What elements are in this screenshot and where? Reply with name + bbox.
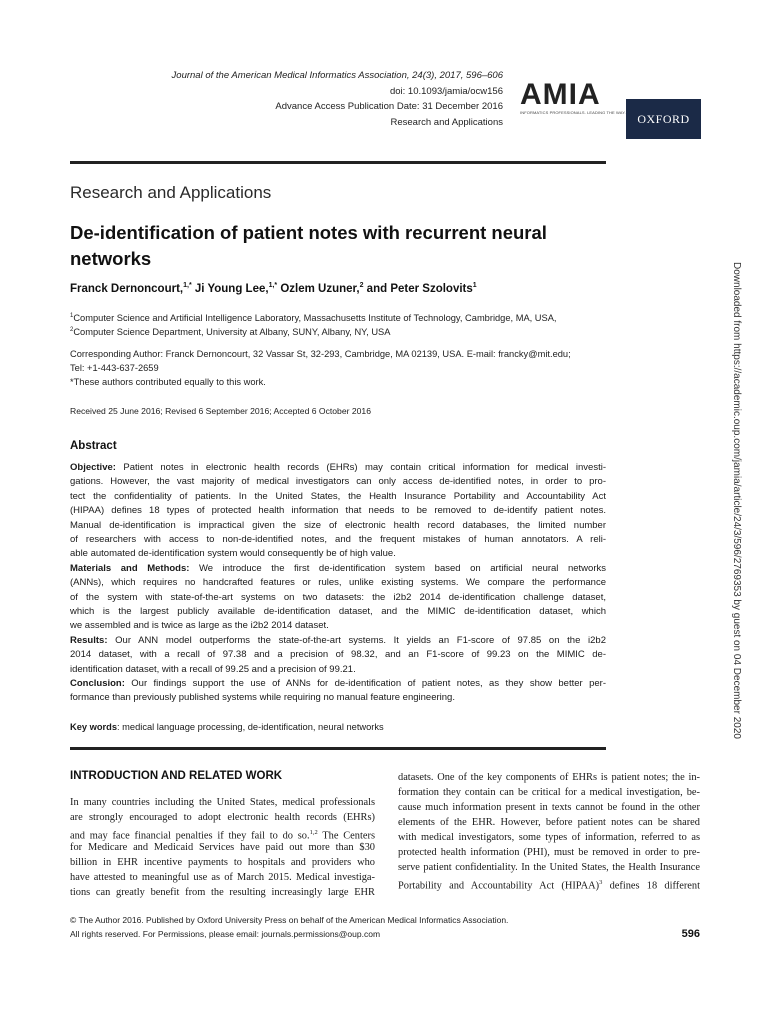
- abstract-line: [70, 461, 606, 475]
- abstract-text: able automated de-identification system would consequently be of high value.: [70, 548, 396, 560]
- abstract-line: [70, 619, 606, 633]
- abstract-text: (HIPAA) defines 18 types of protected health information that needs to be removed to de-identify patient notes.: [70, 505, 606, 517]
- article-dates: Received 25 June 2016; Revised 6 September 2016; Accepted 6 October 2016: [70, 406, 371, 416]
- affiliation-1: [70, 310, 557, 325]
- abstract-line: [70, 490, 606, 504]
- oxford-logo-text: OXFORD: [637, 111, 690, 126]
- abstract-text: (ANNs), which requires no handcrafted features or rules, unlike existing systems. We compare the performance: [70, 577, 606, 589]
- author-name[interactable]: Ji Young Lee,: [191, 282, 269, 295]
- body-text: defines 18 different: [602, 880, 700, 892]
- copyright-line: © The Author 2016. Published by Oxford University Press on behalf of the American Medical Informatics Association.: [70, 915, 509, 925]
- abstract-section-label: Conclusion:: [70, 678, 125, 689]
- abstract-section-label: Objective:: [70, 462, 116, 473]
- author-name[interactable]: and Peter Szolovits: [363, 282, 473, 295]
- body-text-line: In many countries including the United States, medical professionals: [70, 797, 375, 808]
- citation-sup[interactable]: 1,2: [309, 829, 318, 836]
- affiliation-sup: 2: [70, 327, 74, 333]
- affiliation-text: Computer Science Department, University at Albany, SUNY, Albany, NY, USA: [73, 327, 391, 338]
- amia-logo: [520, 78, 626, 115]
- body-text: Portability and Accountability Act (HIPAA): [398, 880, 600, 892]
- affiliation-2: [70, 324, 390, 339]
- correspondence-line: Corresponding Author: Franck Dernoncourt, 32 Vassar St, 32-293, Cambridge, MA 02139, USA. E-mail: francky@mit.edu;: [70, 349, 571, 359]
- author-list: [70, 282, 477, 295]
- permissions-line: All rights reserved. For Permissions, please email: journals.permissions@oup.com: [70, 929, 381, 939]
- abstract-text: formance than previously published systems while requiring no manual feature engineering.: [70, 692, 455, 704]
- abstract-divider: [70, 747, 606, 750]
- correspondence-tel: Tel: +1-443-637-2659: [70, 363, 159, 373]
- body-text: The Centers: [317, 830, 375, 842]
- abstract-text: we assembled and is twice as large as the i2b2 2014 dataset.: [70, 620, 329, 632]
- abstract-text: gations. However, the vast majority of medical investigators can only access de-identified notes, in order to pro-: [70, 476, 606, 488]
- body-text-line: for Medicare and Medicaid Services have paid out more than $30: [70, 842, 375, 853]
- abstract-line: [70, 605, 606, 619]
- abstract-text: identification dataset, with a recall of 99.25 and a precision of 99.21.: [70, 663, 356, 675]
- amia-tagline: INFORMATICS PROFESSIONALS. LEADING THE WAY.: [520, 110, 626, 115]
- article-title: De-identification of patient notes with recurrent neural networks: [70, 222, 547, 269]
- abstract-text: Our ANN model outperforms the state-of-the-art systems. It yields an F1-score of 97.85 on the i2b2: [107, 634, 606, 646]
- abstract-line: [70, 677, 606, 691]
- body-text-line: have attested to meaningful use as of March 2015. Medical investiga-: [70, 872, 375, 883]
- journal-citation: Journal of the American Medical Informatics Association, 24(3), 2017, 596–606: [171, 70, 503, 81]
- abstract-section-label: Materials and Methods:: [70, 562, 190, 574]
- keywords-text: : medical language processing, de-identification, neural networks: [117, 722, 384, 732]
- affiliation-text: Computer Science and Artificial Intelligence Laboratory, Massachusetts Institute of Technology, Cambridge, MA, USA,: [73, 313, 557, 324]
- download-notice[interactable]: Downloaded from https://academic.oup.com/jamia/article/24/3/596/2769353 by guest on 04 December 2020: [731, 262, 742, 739]
- body-text-line: with medical investigators, some types of information, referred to as: [398, 832, 700, 843]
- body-text-line: billion in EHR incentive payments to hospitals and providers who: [70, 857, 375, 868]
- doi[interactable]: doi: 10.1093/jamia/ocw156: [389, 86, 503, 97]
- abstract-line: [70, 504, 606, 518]
- author-name[interactable]: Ozlem Uzuner,: [277, 282, 360, 295]
- body-text-line: [398, 875, 700, 893]
- abstract-text: tect the confidentiality of patients. In the United States, the Health Insurance Portability and Accountability Act: [70, 490, 606, 502]
- body-text: and may face financial penalties if they fail to do so.: [70, 830, 310, 842]
- body-text-line: tions can greatly benefit from the resulting increasingly large EHR: [70, 887, 375, 898]
- abstract-text: Manual de-identification is impractical given the size of electronic health record databases, the limited number: [70, 519, 606, 531]
- affiliation-sup: 1: [70, 313, 74, 319]
- article-type: Research and Applications: [390, 117, 503, 128]
- abstract-text: We introduce the first de-identification system based on artificial neural networks: [189, 562, 606, 574]
- equal-contribution-note: *These authors contributed equally to this work.: [70, 377, 266, 387]
- oxford-logo: [626, 99, 701, 139]
- body-text-line: formation they contain can be critical for a medical investigation, be-: [398, 787, 700, 798]
- body-text-line: serve patient confidentiality. In the United States, the Health Insurance: [398, 862, 700, 873]
- abstract-text: of the system with state-of-the-art systems on two datasets: the i2b2 2014 de-identification challenge dataset,: [70, 591, 606, 603]
- abstract-line: [70, 648, 606, 662]
- abstract-text: Patient notes in electronic health records (EHRs) may contain critical information for medical investi-: [115, 462, 606, 473]
- abstract-line: [70, 691, 606, 705]
- citation-sup[interactable]: 3: [599, 879, 603, 886]
- abstract-line: [70, 562, 606, 576]
- abstract-text: 2014 dataset, with a recall of 97.38 and a precision of 98.32, and an F1-score of 99.23 on the MIMIC de-: [70, 649, 606, 661]
- body-text-line: cause much information present in texts cannot be found in the other: [398, 802, 700, 813]
- author-sup: 2: [359, 282, 364, 289]
- abstract-line: [70, 663, 606, 677]
- body-text-line: protected health information (PHI), must be removed in order to pre-: [398, 847, 700, 858]
- abstract-text: Our findings support the use of ANNs for de-identification of patient notes, as they show better per-: [124, 678, 606, 689]
- abstract-line: [70, 519, 606, 533]
- advance-access-date: Advance Access Publication Date: 31 December 2016: [275, 101, 503, 112]
- amia-logo-text: AMIA: [520, 78, 601, 111]
- abstract-text: which is the largest publicly available de-identification dataset, and the MIMIC de-identification dataset, which: [70, 606, 606, 617]
- body-text-line: elements of the EHR. However, before patient notes can be shared: [398, 817, 700, 828]
- author-sup: 1: [472, 282, 477, 289]
- abstract-line: [70, 634, 606, 648]
- abstract-text: of researchers with access to non-de-identified notes, and the frequent mistakes of human annotators. A reli-: [70, 534, 606, 545]
- abstract-line: [70, 547, 606, 561]
- section-title: Research and Applications: [70, 183, 272, 202]
- body-text-line: are strongly encouraged to adopt electronic health records (EHRs): [70, 812, 375, 823]
- abstract-line: [70, 591, 606, 605]
- author-sup: 1,*: [183, 282, 192, 289]
- page-number: 596: [681, 928, 700, 940]
- abstract-line: [70, 475, 606, 489]
- abstract-section-label: Results:: [70, 634, 108, 646]
- keywords: [70, 722, 384, 732]
- abstract-heading: Abstract: [70, 440, 117, 452]
- abstract-line: [70, 576, 606, 590]
- body-text-line: datasets. One of the key components of EHRs is patient notes; the in-: [398, 772, 700, 783]
- author-sup: 1,*: [268, 282, 278, 289]
- section-heading: INTRODUCTION AND RELATED WORK: [70, 770, 283, 782]
- header-divider: [70, 161, 606, 164]
- author-name[interactable]: Franck Dernoncourt,: [70, 282, 184, 295]
- abstract-line: [70, 533, 606, 547]
- keywords-label: Key words: [70, 722, 118, 732]
